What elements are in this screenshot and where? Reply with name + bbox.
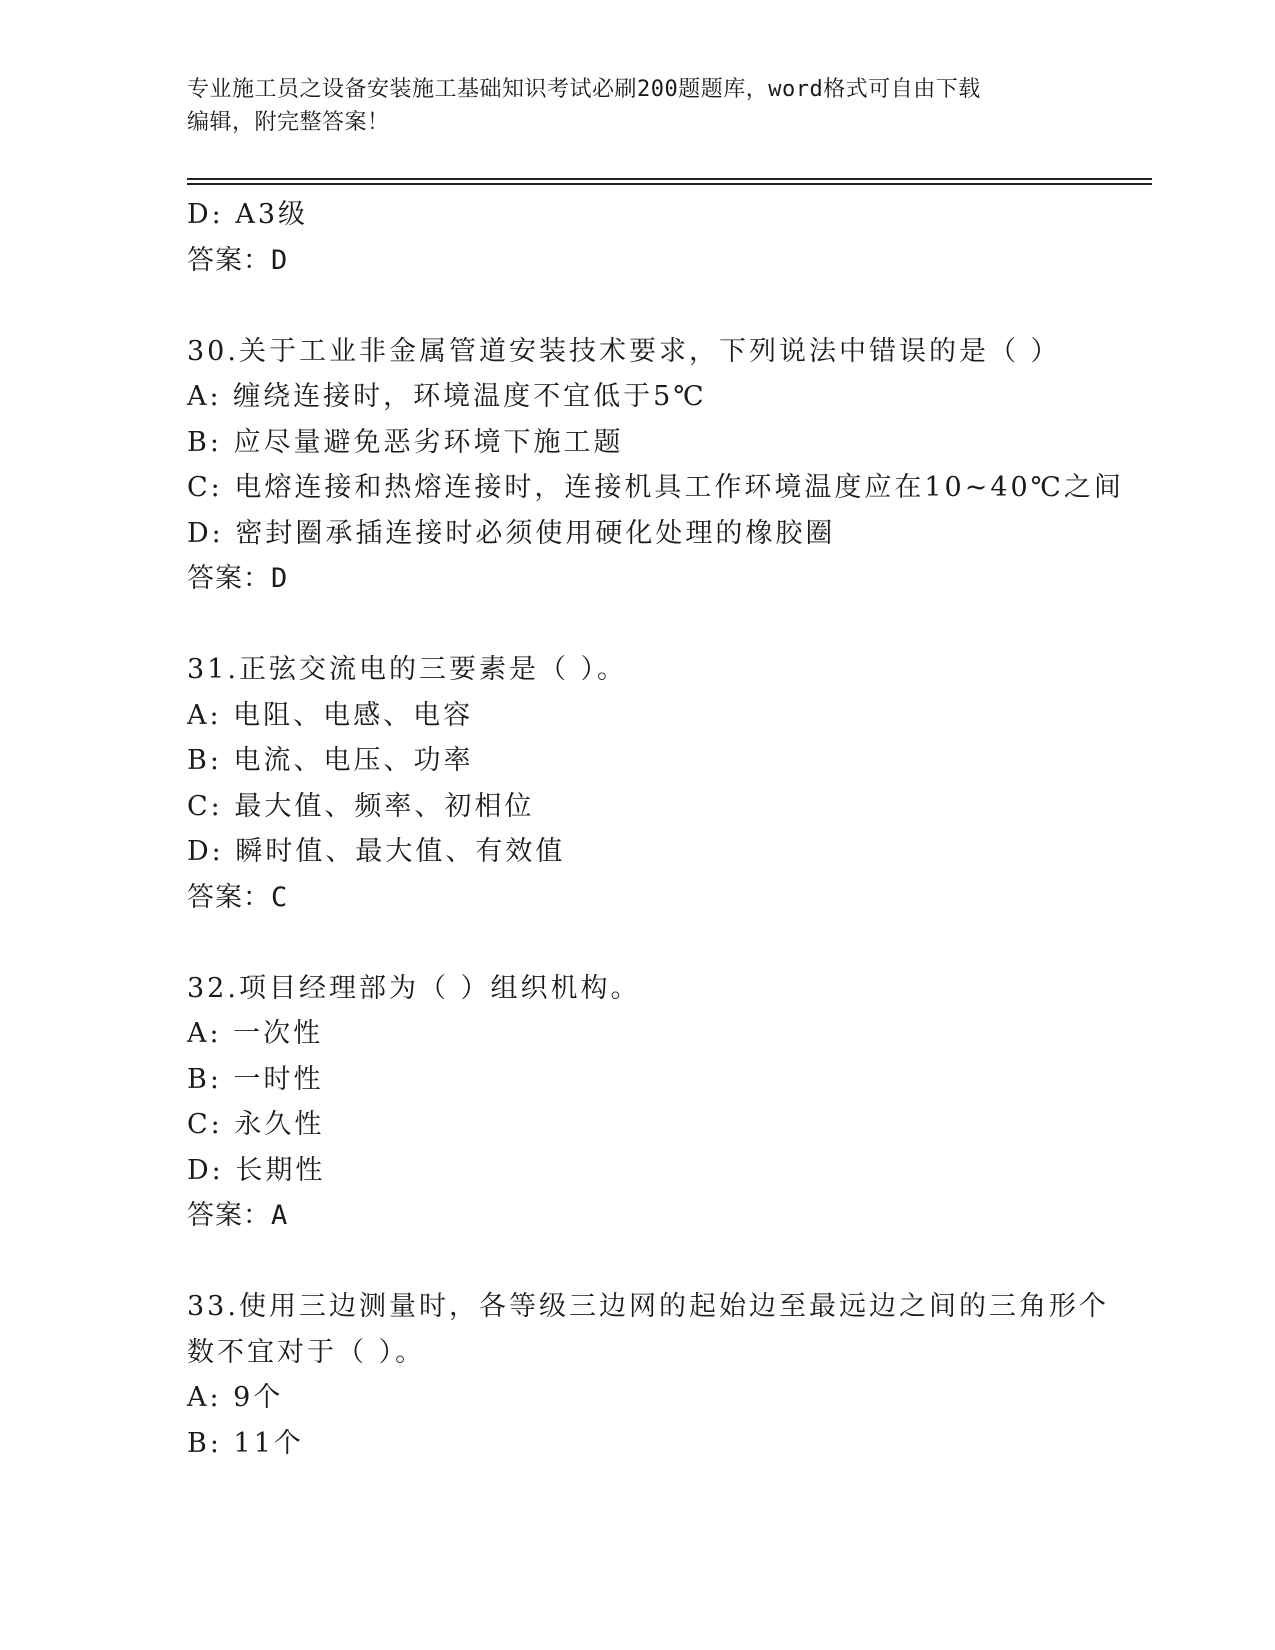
answer-line: 答案：A	[187, 1200, 289, 1231]
option-b: B: 一时性	[187, 1063, 324, 1095]
option-a: A: 电阻、电感、电容	[187, 699, 474, 731]
option-c: C: 电熔连接和热熔连接时，连接机具工作环境温度应在10~40℃之间	[187, 472, 1124, 503]
spacer	[187, 602, 1117, 648]
spacer	[187, 1239, 1117, 1285]
header-divider-bottom	[187, 183, 1152, 185]
option-c: C: 最大值、频率、初相位	[187, 790, 535, 822]
header-title-line-2: 编辑，附完整答案！	[187, 110, 390, 135]
option-c: C: 永久性	[187, 1109, 325, 1140]
option-b: B: 应尽量避免恶劣环境下施工题	[187, 426, 624, 458]
question-32	[187, 966, 1117, 1239]
spacer	[187, 920, 1117, 966]
question-text-line-1: 33.使用三边测量时，各等级三边网的起始边至最远边之间的三角形个	[187, 1291, 1109, 1322]
option-b: B: 11个	[187, 1427, 304, 1459]
question-list	[187, 192, 1124, 1466]
option-d: D: 瞬时值、最大值、有效值	[187, 836, 566, 867]
question-33	[187, 1284, 1117, 1466]
answer-line: 答案：D	[187, 244, 289, 276]
option-a: A: 一次性	[187, 1018, 324, 1049]
spacer	[187, 283, 1117, 329]
header-title-line-1: 专业施工员之设备安装施工基础知识考试必刷200题题库，word格式可自由下载	[187, 77, 981, 102]
page-header	[187, 73, 1087, 139]
option-a: A: 9个	[187, 1382, 284, 1413]
question-text: 30.关于工业非金属管道安装技术要求，下列说法中错误的是（ ）	[187, 335, 1061, 367]
answer-line: 答案：D	[187, 563, 289, 594]
option-d: D: A3级	[187, 199, 309, 230]
header-divider-top	[187, 178, 1152, 180]
question-text-line-2: 数不宜对于（ ）。	[187, 1336, 426, 1368]
option-d: D: 密封圈承插连接时必须使用硬化处理的橡胶圈	[187, 517, 836, 549]
question-29-tail	[187, 192, 1117, 283]
option-b: B: 电流、电压、功率	[187, 745, 474, 776]
question-text: 32.项目经理部为（ ）组织机构。	[187, 972, 641, 1004]
question-31	[187, 647, 1117, 920]
question-30	[187, 329, 1124, 602]
option-d: D: 长期性	[187, 1154, 326, 1186]
option-a: A: 缠绕连接时，环境温度不宜低于5℃	[187, 381, 707, 412]
question-text: 31.正弦交流电的三要素是（ ）。	[187, 654, 628, 685]
answer-line: 答案：C	[187, 881, 289, 913]
